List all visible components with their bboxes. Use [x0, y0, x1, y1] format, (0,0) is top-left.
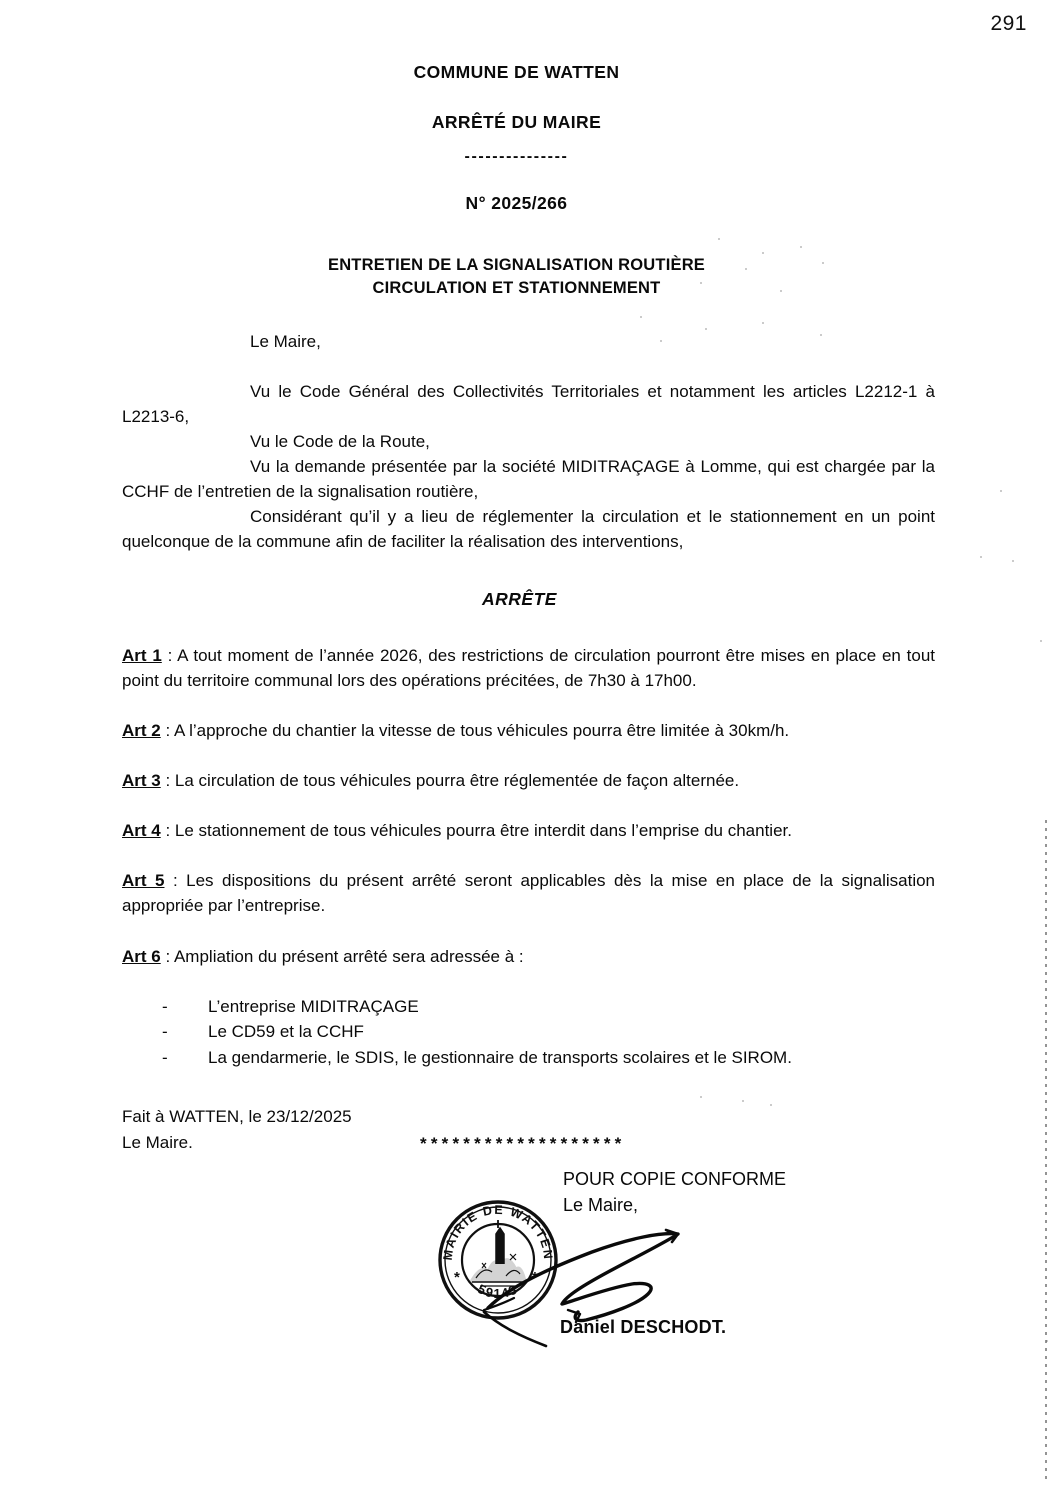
article-text: A tout moment de l’année 2026, des restrictions de circulation pourront être mises en place en tout point du territoire communal lors des opérations précitées, de 7h30 à 17h00. [122, 645, 935, 690]
preamble-section [122, 380, 935, 555]
article-separator: : [160, 771, 175, 791]
bullet-dash: - [162, 1047, 168, 1067]
article-label: Art 4 [122, 821, 161, 841]
article-separator: : [164, 871, 187, 891]
signer-name: Daniel DESCHODT. [560, 1317, 727, 1337]
subject-line-1: ENTRETIEN DE LA SIGNALISATION ROUTIÈRE [327, 256, 706, 274]
scan-speck [1012, 560, 1014, 562]
list-item-label: Le CD59 et la CCHF [208, 1022, 364, 1042]
article-separator: : [161, 645, 178, 665]
scan-speck [742, 1100, 744, 1102]
scan-speck [762, 322, 764, 324]
article-label: Art 5 [122, 871, 165, 891]
list-item-label: La gendarmerie, le SDIS, le gestionnaire de transports scolaires et le SIROM. [208, 1047, 792, 1067]
article-label: Art 3 [122, 771, 161, 791]
closing-signer-title: Le Maire. [122, 1132, 193, 1152]
scan-speck [1040, 640, 1042, 642]
scan-speck [700, 1096, 702, 1098]
commune-name: COMMUNE DE WATTEN [413, 62, 620, 82]
preamble-clause: Vu la demande présentée par la société MIDITRAÇAGE à Lomme, qui est chargée par la CCHF de l’entretien de la signalisation routière, [122, 457, 935, 502]
scan-speck [705, 328, 707, 330]
document-header [0, 62, 1059, 301]
scan-speck [980, 556, 982, 558]
scan-speck [745, 268, 747, 270]
article-separator: : [160, 821, 175, 841]
list-item [162, 994, 935, 1020]
signer-title: Le Maire, [563, 1195, 639, 1216]
document-reference-number: N° 2025/266 [465, 193, 568, 213]
scan-speck [780, 290, 782, 292]
article-text: La circulation de tous véhicules pourra être réglementée de façon alternée. [174, 771, 740, 791]
decision-keyword: ARRÊTE [482, 589, 557, 610]
svg-text:*: * [532, 1269, 538, 1286]
svg-text:*: * [454, 1269, 460, 1286]
document-subject [0, 254, 1059, 301]
bullet-dash: - [162, 1022, 168, 1042]
list-item-label: L’entreprise MIDITRAÇAGE [208, 996, 419, 1016]
scan-speck [660, 340, 662, 342]
scan-speck [718, 238, 720, 240]
asterisk-separator: ******************* [420, 1134, 626, 1153]
svg-text:59143: 59143 [475, 1281, 521, 1301]
header-divider: --------------- [464, 148, 569, 165]
article-item [122, 868, 935, 918]
list-item [162, 1045, 935, 1071]
document-type-title: ARRÊTÉ DU MAIRE [431, 112, 602, 132]
bullet-dash: - [162, 996, 168, 1016]
article-item [122, 768, 935, 793]
list-item [162, 1019, 935, 1045]
scan-speck [762, 252, 764, 254]
page-number: 291 [990, 12, 1027, 35]
document-body [122, 330, 935, 1155]
articles-section [122, 643, 935, 1071]
scan-speck [820, 334, 822, 336]
article-separator: : [160, 720, 174, 740]
subject-line-2: CIRCULATION ET STATIONNEMENT [372, 279, 661, 298]
recipients-list [122, 994, 935, 1071]
scan-speck [640, 316, 642, 318]
article-text: Le stationnement de tous véhicules pourra être interdit dans l’emprise du chantier. [174, 821, 792, 841]
article-text: A l’approche du chantier la vitesse de tous véhicules pourra être limitée à 30km/h. [173, 720, 790, 740]
scan-speck [800, 246, 802, 248]
article-label: Art 1 [122, 645, 162, 665]
article-text: Ampliation du présent arrêté sera adressée à : [173, 946, 524, 966]
scan-speck [770, 1104, 772, 1106]
preamble-clause: Vu le Code de la Route, [250, 432, 430, 452]
preamble-clause: Considérant qu’il y a lieu de réglementer la circulation et le stationnement en un point quelconque de la commune afin de faciliter la réalisation des interventions, [122, 507, 935, 552]
article-item [122, 643, 935, 693]
closing-place-date: Fait à WATTEN, le 23/12/2025 [122, 1107, 352, 1127]
scan-speck [1000, 490, 1002, 492]
scan-speck [1046, 1340, 1048, 1342]
svg-text:MAIRIE DE WATTEN: MAIRIE DE WATTEN [440, 1202, 556, 1262]
scan-edge-artifact [1045, 820, 1047, 1480]
scan-speck [822, 262, 824, 264]
article-label: Art 2 [122, 720, 161, 740]
article-item [122, 818, 935, 843]
article-item [122, 718, 935, 743]
article-item [122, 944, 935, 969]
article-text: Les dispositions du présent arrêté seront applicables dès la mise en place de la signalisation appropriée par l’entreprise. [122, 871, 936, 916]
certification-label: POUR COPIE CONFORME [563, 1169, 787, 1189]
preamble-clause: Vu le Code Général des Collectivités Territoriales et notamment les articles L2212-1 à L2213-6, [122, 382, 935, 427]
article-label: Art 6 [122, 946, 161, 966]
scan-speck [700, 282, 702, 284]
article-separator: : [160, 946, 174, 966]
salutation: Le Maire, [250, 332, 321, 351]
